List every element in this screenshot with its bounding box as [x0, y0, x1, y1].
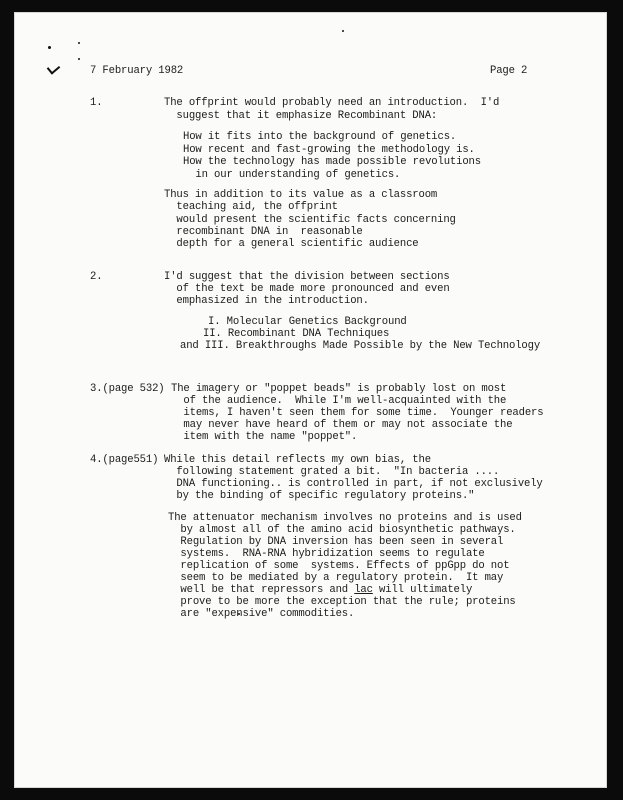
item1-sub-line: How it fits into the background of genetics.: [183, 131, 457, 143]
item-number-2: 2.: [90, 271, 103, 283]
check-mark-icon: [47, 61, 61, 74]
item-number-1: 1.: [90, 97, 103, 109]
item1-thus-line: teaching aid, the offprint: [164, 201, 338, 213]
item4-line: DNA functioning.. is controlled in part, if not exclusively: [164, 478, 543, 490]
item1-line: The offprint would probably need an introduction. I'd: [164, 97, 500, 109]
item4-line: by the binding of specific regulatory proteins.": [164, 490, 475, 502]
item4-line: following statement grated a bit. "In bacteria ....: [164, 466, 500, 478]
item4-para-line: replication of some systems. Effects of ppGpp do not: [168, 560, 510, 572]
item1-sub-line: How the technology has made possible revolutions: [183, 156, 481, 168]
item4-line: While this detail reflects my own bias, the: [164, 454, 431, 466]
item4-para-line: seem to be mediated by a regulatory protein. It may: [168, 572, 504, 584]
item4-para-line: The attenuator mechanism involves no proteins and is used: [168, 512, 522, 524]
punch-dot-icon: [78, 42, 80, 44]
item4-para-line: systems. RNA-RNA hybridization seems to regulate: [168, 548, 485, 560]
item4-para-line: Regulation by DNA inversion has been seen in several: [168, 536, 504, 548]
section-heading: II. Recombinant DNA Techniques: [203, 328, 390, 340]
punch-dot-icon: [48, 46, 51, 49]
para-text: well be that repressors and: [168, 584, 355, 596]
item1-sub-line: How recent and fast-growing the methodology is.: [183, 144, 475, 156]
item1-thus-line: Thus in addition to its value as a classroom: [164, 189, 438, 201]
item1-line: suggest that it emphasize Recombinant DNA:: [164, 110, 438, 122]
item3-line: The imagery or "poppet beads" is probably lost on most: [171, 383, 507, 395]
item2-line: I'd suggest that the division between sections: [164, 271, 450, 283]
item4-para-line: prove to be more the exception that the rule; proteins: [168, 596, 516, 608]
punch-dot-icon: [78, 58, 80, 60]
date: 7 February 1982: [90, 65, 184, 77]
document-page: [14, 12, 607, 788]
item3-line: item with the name "poppet".: [171, 431, 358, 443]
para-text: will ultimately: [372, 584, 473, 596]
item1-thus-line: would present the scientific facts concerning: [164, 214, 456, 226]
item4-para-line: by almost all of the amino acid biosynthetic pathways.: [168, 524, 516, 536]
page-number: Page 2: [490, 65, 528, 77]
item-number-4: 4.(page551): [90, 454, 159, 466]
item3-line: may never have heard of them or may not associate the: [171, 419, 513, 431]
item1-thus-line: recombinant DNA in reasonable: [164, 226, 363, 238]
item3-line: items, I haven't seen them for some time. Younger readers: [171, 407, 544, 419]
item4-para-line: are "expensive" commodities.: [168, 608, 355, 620]
item3-line: of the audience. While I'm well-acquainted with the: [171, 395, 507, 407]
item1-thus-line: depth for a general scientific audience: [164, 238, 419, 250]
section-heading: and III. Breakthroughs Made Possible by the New Technology: [180, 340, 541, 352]
punch-dot-icon: [342, 30, 344, 32]
lac-underlined: lac: [354, 584, 373, 596]
item2-line: of the text be made more pronounced and even: [164, 283, 450, 295]
item1-sub-line: in our understanding of genetics.: [183, 169, 401, 181]
item-number-3: 3.(page 532): [90, 383, 165, 395]
section-heading: I. Molecular Genetics Background: [208, 316, 407, 328]
item4-para-line-with-underline: [168, 584, 472, 597]
item2-line: emphasized in the introduction.: [164, 295, 369, 307]
